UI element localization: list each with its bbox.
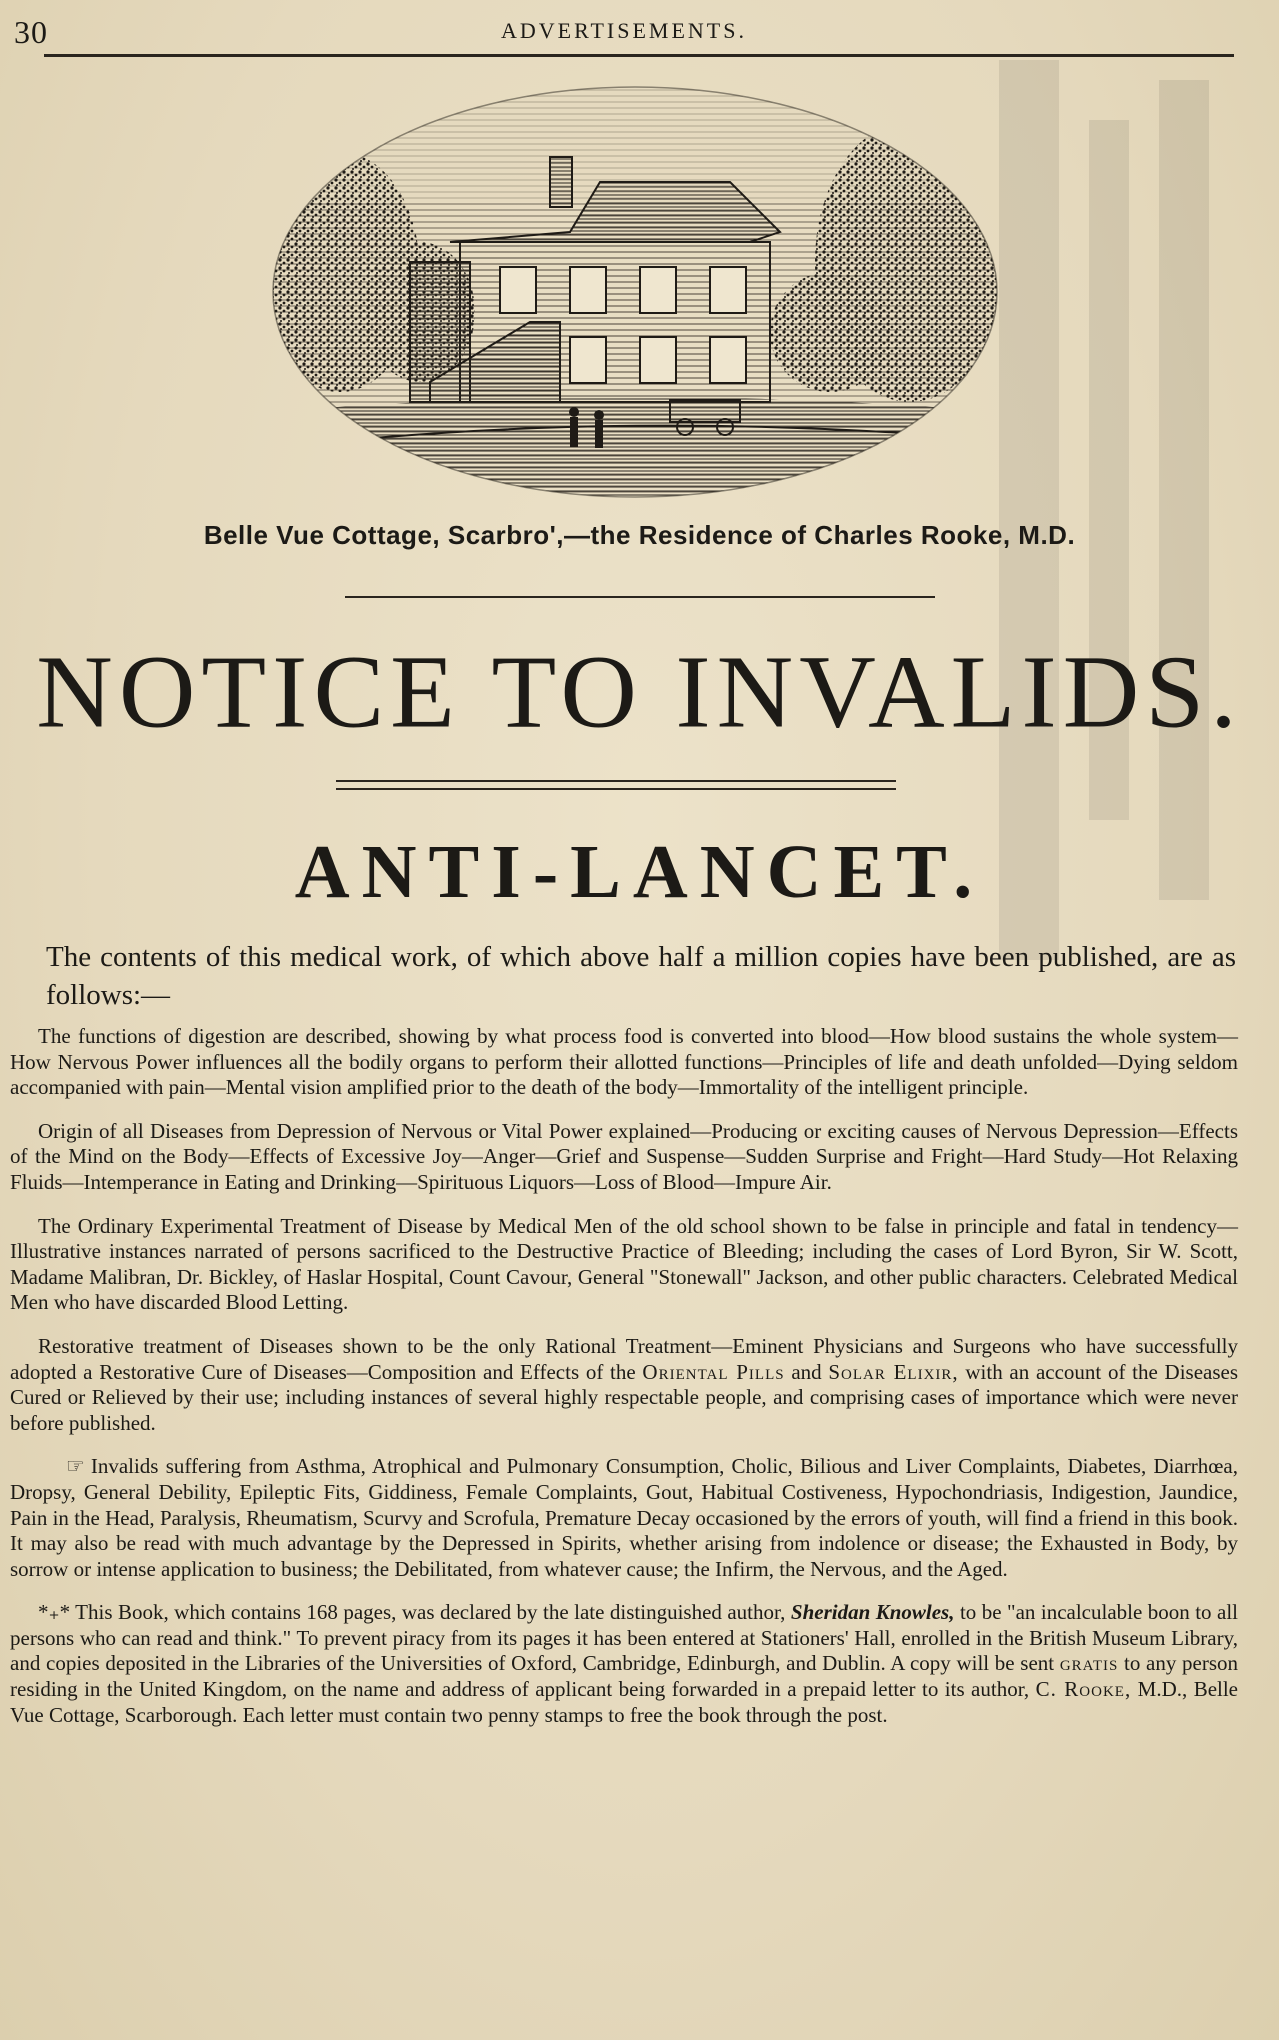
caption-rule: [345, 596, 935, 598]
book-offer-text-b: to be "an incalculable boon to all persons who can read and think." To prevent piracy from its pages it has been entered at Stationers' Hall, enrolled in the British Museum Library, and copies deposited in the Libraries of the Universities of Oxford, Cambridge, Edinburgh, and Dublin. A copy will be sent: [10, 1600, 1239, 1676]
book-offer-text-c: to any person residing in the United Kingdom, on the name and address of applicant being forwarded in a prepaid letter to its author,: [10, 1651, 1239, 1702]
notice-title: NOTICE TO INVALIDS.: [36, 634, 1243, 749]
solar-elixir-name: Solar Elixir,: [828, 1359, 959, 1384]
invalids-text: Invalids suffering from Asthma, Atrophical and Pulmonary Consumption, Cholic, Bilious and Liver Complaints, Diabetes, Diarrhœa, Dropsy, General Debility, Epileptic Fits, Giddiness, Female Complaints, Gout, Habitual Costiveness, Hypochondriasis, Indigestion, Jaundice, Pain in the Head, Paralysis, Rheumatism, Scurvy and Scrofula, Premature Decay occasioned by the errors of youth, will find a friend in this book. It may also be read with much advantage by the Depressed in Spirits, whether arising from indolence or disease; the Exhausted in Body, by sorrow or intense application to business; the Debilitated, from whatever cause; the Infirm, the Nervous, and the Aged.: [10, 1454, 1238, 1581]
paragraph-book-offer: [10, 1600, 1238, 1728]
page-number: 30: [14, 14, 48, 50]
author-name: Sheridan Knowles,: [790, 1600, 955, 1625]
rooke-name: C. Rooke,: [1035, 1677, 1132, 1702]
illustration-caption: Belle Vue Cottage, Scarbro',—the Residence of Charles Rooke, M.D.: [203, 520, 1076, 550]
book-offer-text-d: M.D., Belle Vue Cottage, Scarborough. Each letter must contain two penny stamps to free the book through the post.: [10, 1677, 1239, 1727]
pointing-hand-icon: ☞: [66, 1454, 85, 1479]
paragraph-invalids: [10, 1454, 1238, 1582]
title-double-rule: [336, 780, 896, 790]
paragraph-digestion: The functions of digestion are described, showing by what process food is converted into blood—How blood sustains the whole system—How Nervous Power influences all the bodily organs to perform their allotted functions—Principles of life and death unfolded—Dying seldom accompanied with pain—Mental vision amplified prior to the death of the body—Immortality of the intelligent principle.: [10, 1024, 1238, 1100]
subtitle: ANTI-LANCET.: [294, 830, 985, 914]
header-rule: [44, 54, 1234, 57]
restorative-text-b: with an account of the Diseases Cured or Relieved by their use; including instances of several highly respectable people, and comprising cases of importance which were never before published.: [10, 1359, 1239, 1435]
paragraph-origin-of-diseases: Origin of all Diseases from Depression of Nervous or Vital Power explained—Producing or exciting causes of Nervous Depression—Effects of the Mind on the Body—Effects of Excessive Joy—Anger—Grief and Suspense—Sudden Surprise and Fright—Hard Study—Hot Relaxing Fluids—Intemperance in Eating and Drinking—Spirituous Liquors—Loss of Blood—Impure Air.: [10, 1118, 1238, 1194]
restorative-and: and: [791, 1359, 822, 1384]
page-header: [14, 8, 1234, 52]
paragraph-ordinary-treatment: The Ordinary Experimental Treatment of Disease by Medical Men of the old school shown to be false in principle and fatal in tendency—Illustrative instances narrated of persons sacrificed to the Destructive Practice of Bleeding; including the cases of Lord Byron, Sir W. Scott, Madame Malibran, Dr. Bickley, of Haslar Hospital, Count Cavour, General "Stonewall" Jackson, and other public characters. Celebrated Medical Men who have discarded Blood Letting.: [10, 1213, 1238, 1315]
asterism-mark: *₊*: [38, 1600, 71, 1625]
restorative-text-a: Restorative treatment of Diseases shown to be the only Rational Treatment—Eminent Physicians and Surgeons who have successfully adopted a Restorative Cure of Diseases—Composition and Effects of the: [10, 1333, 1238, 1384]
running-head: ADVERTISEMENTS.: [501, 18, 747, 43]
body-text: [10, 1024, 1238, 1746]
cottage-engraving: [270, 82, 1000, 502]
intro-paragraph: The contents of this medical work, of which above half a million copies have been published, are as follows:—: [46, 941, 1236, 1011]
book-offer-text-a: This Book, which contains 168 pages, was declared by the late distinguished author,: [75, 1600, 786, 1625]
oriental-pills-name: Oriental Pills: [642, 1359, 785, 1384]
paragraph-restorative-treatment: [10, 1334, 1238, 1436]
gratis-word: gratis: [1059, 1651, 1119, 1676]
